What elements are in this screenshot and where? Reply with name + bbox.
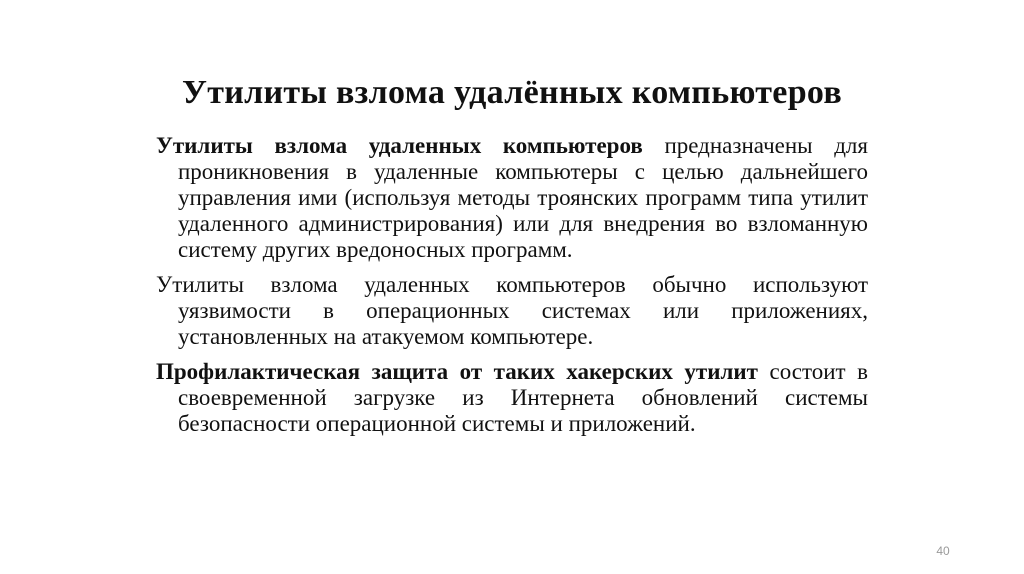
page-number: 40 [936,544,950,558]
paragraph-3 [156,359,868,437]
paragraph-3-lead: Профилактическая защита от таких хакерских утилит [156,359,758,384]
paragraph-1 [156,133,868,263]
paragraph-1-text: предназначены для проникновения в удаленные компьютеры с целью дальнейшего управления ими (используя методы троянских программ типа утилит удаленного администрирования) или для внедрения во взломанную систему других вредоносных программ. [178,133,868,262]
paragraph-2-text: Утилиты взлома удаленных компьютеров обычно используют уязвимости в операционных системах или приложениях, установленных на атакуемом компьютере. [156,272,868,349]
paragraph-1-lead: Утилиты взлома удаленных компьютеров [156,133,643,158]
slide-body [156,133,868,446]
paragraph-3-text: состоит в своевременной загрузке из Интернета обновлений системы безопасности операционной системы и приложений. [178,359,868,436]
paragraph-2 [156,272,868,350]
slide-title: Утилиты взлома удалённых компьютеров [181,74,843,111]
